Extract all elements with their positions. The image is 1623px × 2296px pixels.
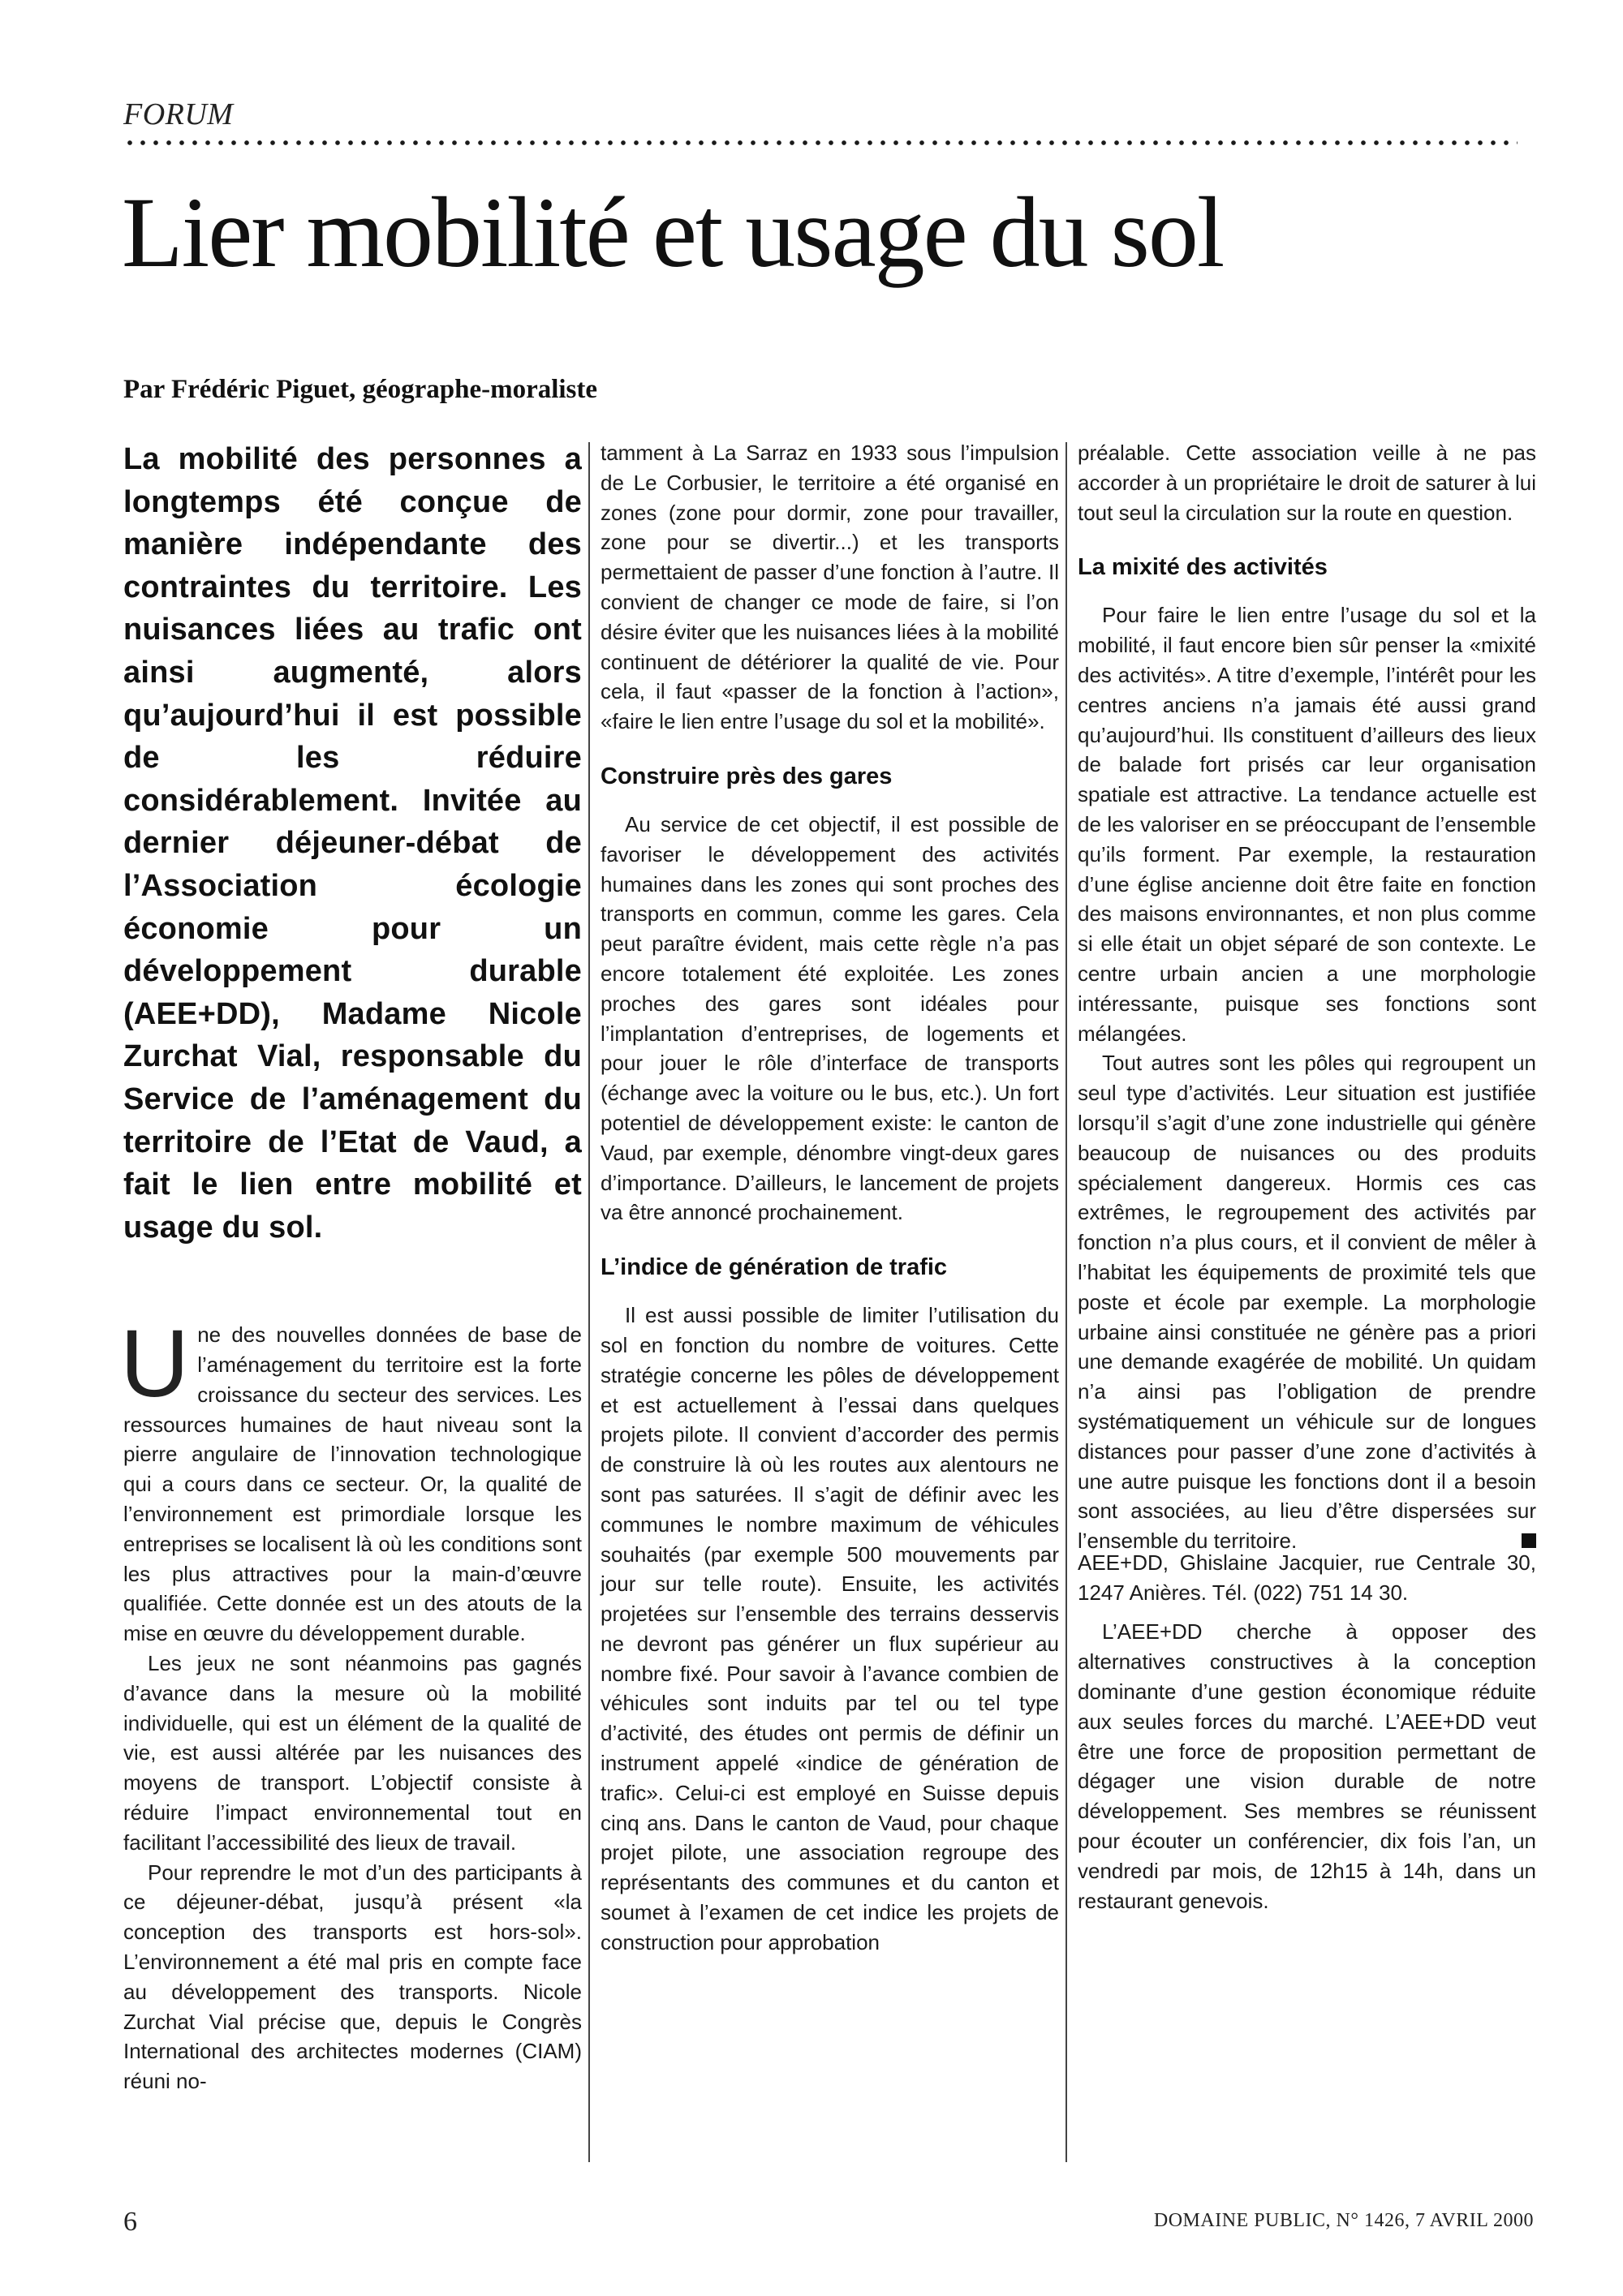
- body-paragraph: Une des nouvelles données de base de l’aménagement du territoire est la forte croissance du secteur des services. Les ressources humaines de haut niveau sont la pierre angulaire de l’innovation technologique qui a cours dans ce secteur. Or, la qualité de l’environnement est primordiale lorsque les entreprises se localisent là où les conditions sont les plus attractives pour la main-d’œuvre qualifiée. Cette donnée est un des atouts de la mise en œuvre du développement durable.: [120, 1310, 582, 1646]
- column-2: [601, 438, 1059, 1958]
- body-paragraph: Les jeux ne sont néanmoins pas gagnés d’avance dans la mesure où la mobilité individuelle, qui est un élément de la qualité de vie, est aussi altérée par les nuisances des moyens de transport. L’objectif consiste à réduire l’impact environnemental tout en facilitant l’accessibilité des lieux de travail.: [123, 1651, 582, 1855]
- about-note: L’AEE+DD cherche à opposer des alternatives constructives à la conception dominante d’une gestion économique réduite aux seules forces du marché. L’AEE+DD veut être une force de proposition permettant de dégager une vision durable de notre développement. Ses membres se réunissent pour écouter un conférencier, dix fois l’an, un vendredi par mois, de 12h15 à 14h, dans un restaurant genevois.: [1078, 1619, 1536, 1913]
- body-paragraph: Pour reprendre le mot d’un des participants à ce déjeuner-débat, jusqu’à présent «la conception des transports est hors-sol». L’environnement a été mal pris en compte face au développement des transports. Nicole Zurchat Vial précise que, depuis le Congrès International des architectes modernes (CIAM) réuni no-: [123, 1860, 582, 2094]
- subheading: Construire près des gares: [601, 763, 893, 789]
- body-paragraph: Au service de cet objectif, il est possible de favoriser le développement des activités humaines dans les zones qui sont proches des transports en commun, comme les gares. Cela peut paraître évident, mais cette règle n’a pas encore totalement été exploitée. Les zones proches des gares sont idéales pour l’implantation d’entreprises, de logements et pour jouer le rôle d’interface de transports (échange avec la voiture ou le bus, etc.). Un fort potentiel de développement existe: le canton de Vaud, par exemple, dénombre vingt-deux gares d’importance. D’ailleurs, le lancement de projets va être annoncé prochainement.: [601, 811, 1059, 1225]
- byline: Par Frédéric Piguet, géographe-moraliste: [123, 375, 598, 404]
- column-divider: [588, 442, 590, 2162]
- column-1: [120, 438, 582, 2096]
- section-label: FORUM: [123, 97, 234, 131]
- contact-note: AEE+DD, Ghislaine Jacquier, rue Centrale 30, 1247 Anières. Tél. (022) 751 14 30.: [1078, 1550, 1536, 1605]
- body-paragraph: Il est aussi possible de limiter l’utilisation du sol en fonction du nombre de voitures. Cette stratégie concerne les pôles de développement et est actuellement à l’essai dans quelques projets pilote. Il convient d’accorder des permis de construire là où les routes aux alentours ne sont pas saturées. Il s’agit de définir avec les communes le nombre maximum de véhicules souhaités (par exemple 500 mouvements par jour sur telle route). Ensuite, les activités projetées sur l’ensemble des terrains desservis ne devront pas générer un flux supérieur au nombre fixé. Pour savoir à l’avance combien de véhicules sont induits par tel ou tel type d’activité, des études ont permis de définir un instrument appelé «indice de génération de trafic». Celui-ci est employé en Suisse depuis cinq ans. Dans le canton de Vaud, pour chaque projet pilote, une association regroupe des représentants des communes et du canton et soumet à l’examen de cet indice les projets de construction pour approbation: [601, 1303, 1059, 1954]
- body-paragraph: Pour faire le lien entre l’usage du sol et la mobilité, il faut encore bien sûr penser la «mixité des activités». A titre d’exemple, l’intérêt pour les centres anciens n’a jamais été aussi grand qu’aujourd’hui. Ils constituent d’ailleurs des lieux de balade fort prisés car leur organisation spatiale est attractive. La tendance actuelle est de les valoriser en se préoccupant de l’ensemble qu’ils forment. Par exemple, la restauration d’une église ancienne doit être faite en fonction des maisons environnantes, et non plus comme si elle était un objet séparé de son contexte. Le centre urbain ancien a une morphologie intéressante, puisque ses fonctions sont mélangées.: [1078, 603, 1536, 1046]
- dotted-rule: [123, 140, 1518, 146]
- subheading: L’indice de génération de trafic: [601, 1254, 948, 1281]
- column-3: [1078, 438, 1536, 1915]
- article-title: Lier mobilité et usage du sol: [122, 177, 1224, 288]
- body-paragraph: tamment à La Sarraz en 1933 sous l’impulsion de Le Corbusier, le territoire a été organisé en zones (zone pour dormir, zone pour travailler, zone pour se divertir...) et les transports permettaient de passer d’une fonction à l’autre. Il convient de changer ce mode de faire, si l’on désire éviter que les nuisances liées à la mobilité continuent de détériorer la qualité de vie. Pour cela, il faut «passer de la fonction à l’action», «faire le lien entre l’usage du sol et la mobilité».: [601, 441, 1059, 734]
- body-paragraph: préalable. Cette association veille à ne pas accorder à un propriétaire le droit de saturer à lui tout seul la circulation sur la route en question.: [1078, 441, 1536, 525]
- end-mark: [1522, 1533, 1536, 1548]
- subheading: La mixité des activités: [1078, 554, 1328, 581]
- body-paragraph: Tout autres sont les pôles qui regroupent un seul type d’activités. Leur situation est justifiée lorsqu’il s’agit d’une zone industrielle qui génère beaucoup de nuisances ou des produits spécialement dangereux. Hormis ces cas extrêmes, le regroupement des activités par fonction n’a plus cours, et il convient de mêler à l’habitat les équipements de proximité tels que poste et école par exemple. La morphologie urbaine ainsi constituée ne génère pas a priori une demande exagérée de mobilité. Un quidam n’a ainsi pas l’obligation de prendre systématiquement un véhicule sur de longues distances pour passer d’une zone d’activités à une autre puisque les fonctions dont il a besoin sont associées, au lieu d’être dispersées sur l’ensemble du territoire.: [1078, 1051, 1536, 1554]
- column-divider: [1065, 442, 1067, 2162]
- lead-paragraph: La mobilité des personnes a longtemps été conçue de manière indépendante des contraintes du territoire. Les nuisances liées au trafic ont ainsi augmenté, alors qu’aujourd’hui il est possible de les réduire considérablement. Invitée au dernier déjeuner-débat de l’Association écologie économie pour un développement durable (AEE+DD), Madame Nicole Zurchat Vial, responsable du Service de l’aménagement du territoire de l’Etat de Vaud, a fait le lien entre mobilité et usage du sol.: [123, 442, 582, 1245]
- publication-footer: DOMAINE PUBLIC, N° 1426, 7 AVRIL 2000: [1153, 2210, 1534, 2231]
- page-number: 6: [123, 2207, 137, 2237]
